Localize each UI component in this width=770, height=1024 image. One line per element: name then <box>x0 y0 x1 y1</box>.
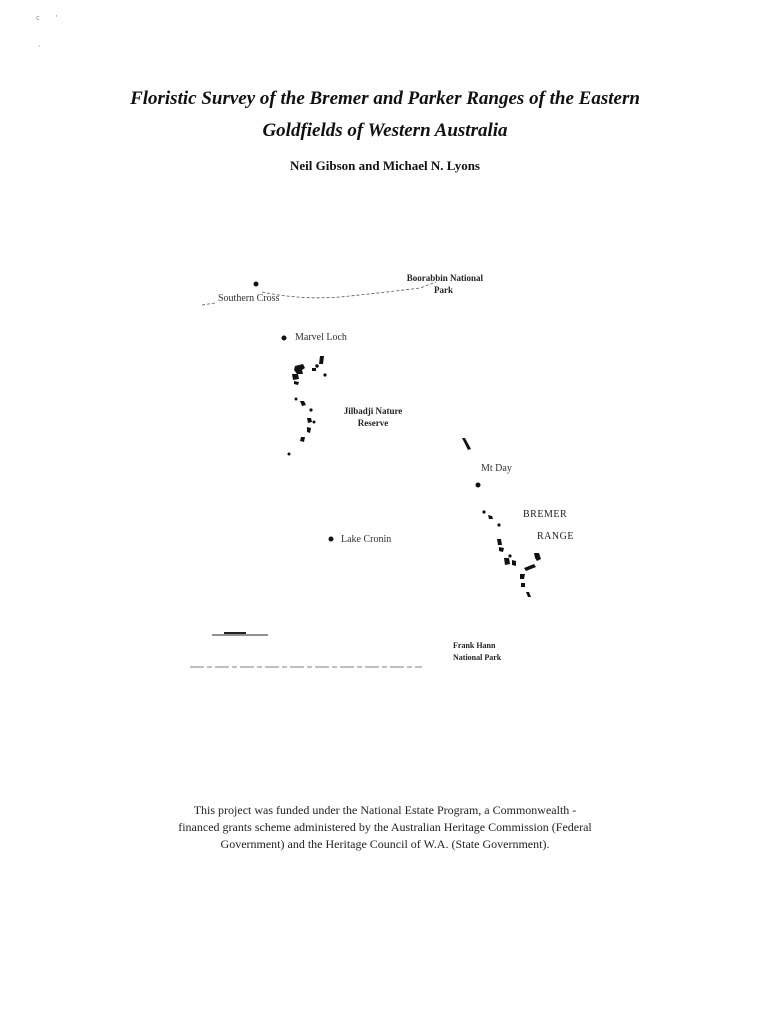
label-frank-hann-national-park <box>453 640 501 664</box>
label-range: RANGE <box>537 531 574 542</box>
town-dot-lake-cronin <box>329 537 334 542</box>
label-jilbadji-line-1: Jilbadji Nature <box>343 406 403 416</box>
label-marvel-loch: Marvel Loch <box>295 332 347 343</box>
label-boorabbin-line-1: Boorabbin National <box>406 273 483 283</box>
town-dot-marvel-loch <box>282 336 287 341</box>
label-boorabbin-national-park <box>393 272 483 296</box>
road-line <box>202 303 215 305</box>
document-title-line-2: Goldfields of Western Australia <box>262 120 508 141</box>
label-southern-cross: Southern Cross <box>218 293 280 304</box>
jilbadji-range-marks <box>288 356 327 456</box>
label-frank-hann-line-1: Frank Hann <box>453 641 496 650</box>
scale-bar <box>212 633 268 635</box>
label-bremer: BREMER <box>523 509 568 520</box>
label-mt-day: Mt Day <box>481 463 512 474</box>
label-jilbadji-nature-reserve <box>333 405 413 429</box>
document-title-line-1: Floristic Survey of the Bremer and Parker Ranges of the Eastern <box>130 88 640 109</box>
town-dot-southern-cross <box>254 282 259 287</box>
document-authors: Neil Gibson and Michael N. Lyons <box>290 158 480 173</box>
scan-artifact-mark: c ' <box>36 14 58 22</box>
label-lake-cronin: Lake Cronin <box>341 534 392 545</box>
label-jilbadji-line-2: Reserve <box>357 418 389 428</box>
scan-artifact-mark: ' <box>38 44 40 52</box>
town-dot-mt-day <box>476 483 481 488</box>
funding-line-2: financed grants scheme administered by the Australian Heritage Commission (Federal <box>178 820 592 834</box>
funding-statement <box>130 802 640 853</box>
funding-line-3: Government) and the Heritage Council of W.A. (State Government). <box>220 837 550 851</box>
label-boorabbin-line-2: Park <box>434 285 453 295</box>
funding-line-1: This project was funded under the National Estate Program, a Commonwealth - <box>193 803 577 817</box>
label-frank-hann-line-2: National Park <box>453 653 502 662</box>
